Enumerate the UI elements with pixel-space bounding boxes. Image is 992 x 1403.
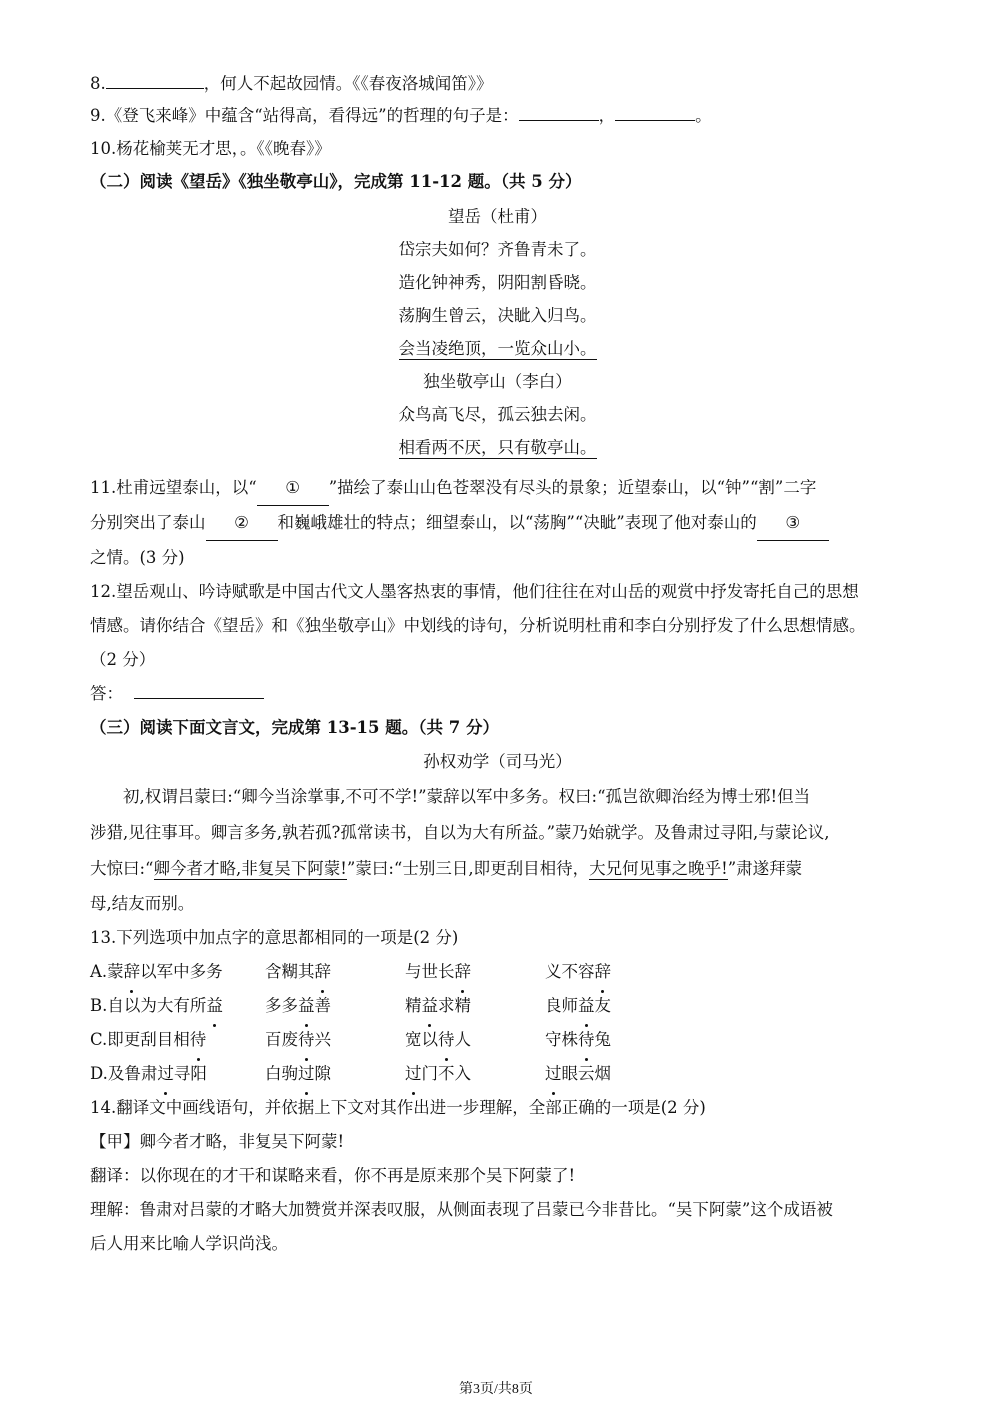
question-stem: 14.翻译文中画线语句，并依据上下文对其作出进一步理解，全部正确的一项是(2 分) <box>90 1098 706 1117</box>
dotted-char: 益 <box>422 989 439 1023</box>
poem-line: 众鸟高飞尽，孤云独去闲。 <box>398 405 597 424</box>
option-text: 眼云烟 <box>561 1064 611 1083</box>
option-text: 门不入 <box>421 1064 471 1083</box>
option-text: C.即更刮目相 <box>90 1030 190 1049</box>
option-text: 与世长 <box>405 962 455 981</box>
dotted-char: 辞 <box>124 955 141 989</box>
option-text: 义不容 <box>545 962 595 981</box>
poem-line-underlined: 会当凌绝顶，一览众山小。 <box>398 339 597 358</box>
question-14 <box>90 1091 905 1261</box>
option-text: 人 <box>454 1030 471 1049</box>
answer-blank[interactable] <box>106 87 204 89</box>
question-8: 8. ，何人不起故园情。《《春夜洛城闻笛》》 <box>90 74 493 93</box>
option-c[interactable] <box>90 1023 905 1057</box>
poem-wangyue <box>90 200 905 365</box>
answer-blank-1[interactable]: ① <box>257 470 329 506</box>
answer-blank-2[interactable]: ② <box>206 505 278 541</box>
option-text: 白驹 <box>265 1064 298 1083</box>
option-a[interactable] <box>90 955 905 989</box>
dotted-char: 过 <box>405 1057 422 1091</box>
dotted-char: 益 <box>298 989 315 1023</box>
page-footer: 第3页/共8页 <box>459 1382 533 1397</box>
dotted-char: 辞 <box>595 955 612 989</box>
option-text: D.及鲁肃 <box>90 1064 158 1083</box>
option-text: 含糊其 <box>265 962 315 981</box>
passage-line: 大惊曰:“卿今者才略,非复吴下阿蒙!”蒙曰:“士别三日,即更刮目相待，大兄何见事之晚乎!”肃遂拜蒙 <box>90 859 803 878</box>
passage-line: 母,结友而别。 <box>90 894 195 913</box>
dotted-char: 益 <box>206 989 223 1023</box>
option-text: 百废 <box>265 1030 298 1049</box>
underlined-sentence-jia: 卿今者才略,非复吴下阿蒙! <box>153 859 347 878</box>
option-text: 善 <box>314 996 331 1015</box>
exam-page <box>90 72 905 1259</box>
passage <box>90 744 905 921</box>
poem-line-underlined: 相看两不厌，只有敬亭山。 <box>398 438 597 457</box>
question-12: 12.望岳观山、吟诗赋歌是中国古代文人墨客热衷的事情，他们往往在对山岳的观赏中抒发寄托自己的思想 情感。请你结合《望岳》和《独坐敬亭山》中划线的诗句，分析说明杜甫和李白分别抒发了什么思想情感。 （2 分） 答： <box>90 582 866 703</box>
option-text: 寻阳 <box>173 1064 207 1083</box>
option-text: 守株 <box>545 1030 578 1049</box>
poem-title: 独坐敬亭山（李白） <box>423 372 572 391</box>
section-2-heading: （二）阅读《望岳》《独坐敬亭山》，完成第 11-12 题。（共 5 分） <box>90 172 582 191</box>
dotted-char: 辞 <box>315 955 332 989</box>
option-text: 求精 <box>438 996 471 1015</box>
item-jia: 【甲】卿今者才略，非复吴下阿蒙! <box>90 1132 345 1151</box>
poem-line: 荡胸生曾云，决眦入归鸟。 <box>398 306 597 325</box>
answer-blank[interactable] <box>615 119 695 121</box>
answer-blank[interactable] <box>134 697 264 699</box>
translation: 翻译：以你现在的才干和谋略来看，你不再是原来那个吴下阿蒙了! <box>90 1166 576 1185</box>
dotted-char: 待 <box>578 1023 595 1057</box>
section-3-heading: （三）阅读下面文言文，完成第 13-15 题。（共 7 分） <box>90 718 499 737</box>
question-9: 9.《登飞来峰》中蕴含“站得高，看得远”的哲理的句子是： ， 。 <box>90 106 712 125</box>
passage-title: 孙权劝学（司马光） <box>423 752 572 771</box>
dotted-char: 待 <box>298 1023 315 1057</box>
question-stem: 13.下列选项中加点字的意思都相同的一项是(2 分) <box>90 928 459 947</box>
option-text: 良师 <box>545 996 578 1015</box>
understanding: 理解：鲁肃对吕蒙的才略大加赞赏并深表叹服，从侧面表现了吕蒙已今非昔比。“吴下阿蒙”这个成语被 <box>90 1200 833 1219</box>
option-d[interactable] <box>90 1057 905 1091</box>
option-text: 隙 <box>314 1064 331 1083</box>
answer-label: 答： <box>90 684 123 703</box>
option-text: 兴 <box>314 1030 331 1049</box>
dotted-char: 辞 <box>455 955 472 989</box>
question-10: 10.杨花榆荚无才思，。《《晚春》》 <box>90 139 331 158</box>
option-text: 多多 <box>265 996 298 1015</box>
option-text: 以军中多务 <box>140 962 223 981</box>
option-text: 兔 <box>594 1030 611 1049</box>
dotted-char: 待 <box>190 1023 207 1057</box>
question-11: 11.杜甫远望泰山，以“ ① ”描绘了泰山山色苍翠没有尽头的景象；近望泰山，以“钟”“割”二字 分别突出了泰山 ② 和巍峨雄壮的特点；细望泰山，以“荡胸”“决眦”表现了他对泰山的 ③ 之情。(3 分) <box>90 470 905 575</box>
dotted-char: 益 <box>578 989 595 1023</box>
dotted-char: 待 <box>438 1023 455 1057</box>
dotted-char: 过 <box>298 1057 315 1091</box>
passage-line: 涉猎,见往事耳。卿言多务,孰若孤?孤常读书，自以为大有所益。”蒙乃始就学。及鲁肃过寻阳,与蒙论议, <box>90 823 830 842</box>
option-text: A.蒙 <box>90 962 124 981</box>
poem-line: 岱宗夫如何？齐鲁青未了。 <box>398 240 597 259</box>
answer-blank-3[interactable]: ③ <box>757 505 829 541</box>
passage-line: 初,权谓吕蒙曰:“卿今当涂掌事,不可不学!”蒙辞以军中多务。权曰:“孤岂欲卿治经为博士邪!但当 <box>123 787 811 806</box>
option-text: B.自以为大有所 <box>90 996 207 1015</box>
option-text: 宽以 <box>405 1030 438 1049</box>
dotted-char: 过 <box>157 1057 174 1091</box>
dotted-char: 过 <box>545 1057 562 1091</box>
poem-title: 望岳（杜甫） <box>448 207 547 226</box>
question-13 <box>90 921 905 1091</box>
understanding-cont: 后人用来比喻人学识尚浅。 <box>90 1234 288 1253</box>
poem-line: 造化钟神秀，阴阳割昏晓。 <box>398 273 597 292</box>
option-b[interactable] <box>90 989 905 1023</box>
option-text: 精 <box>405 996 422 1015</box>
underlined-sentence-yi: 大兄何见事之晚乎! <box>589 859 728 878</box>
answer-blank[interactable] <box>519 119 599 121</box>
option-text: 友 <box>594 996 611 1015</box>
poem-dzjts <box>90 365 905 464</box>
